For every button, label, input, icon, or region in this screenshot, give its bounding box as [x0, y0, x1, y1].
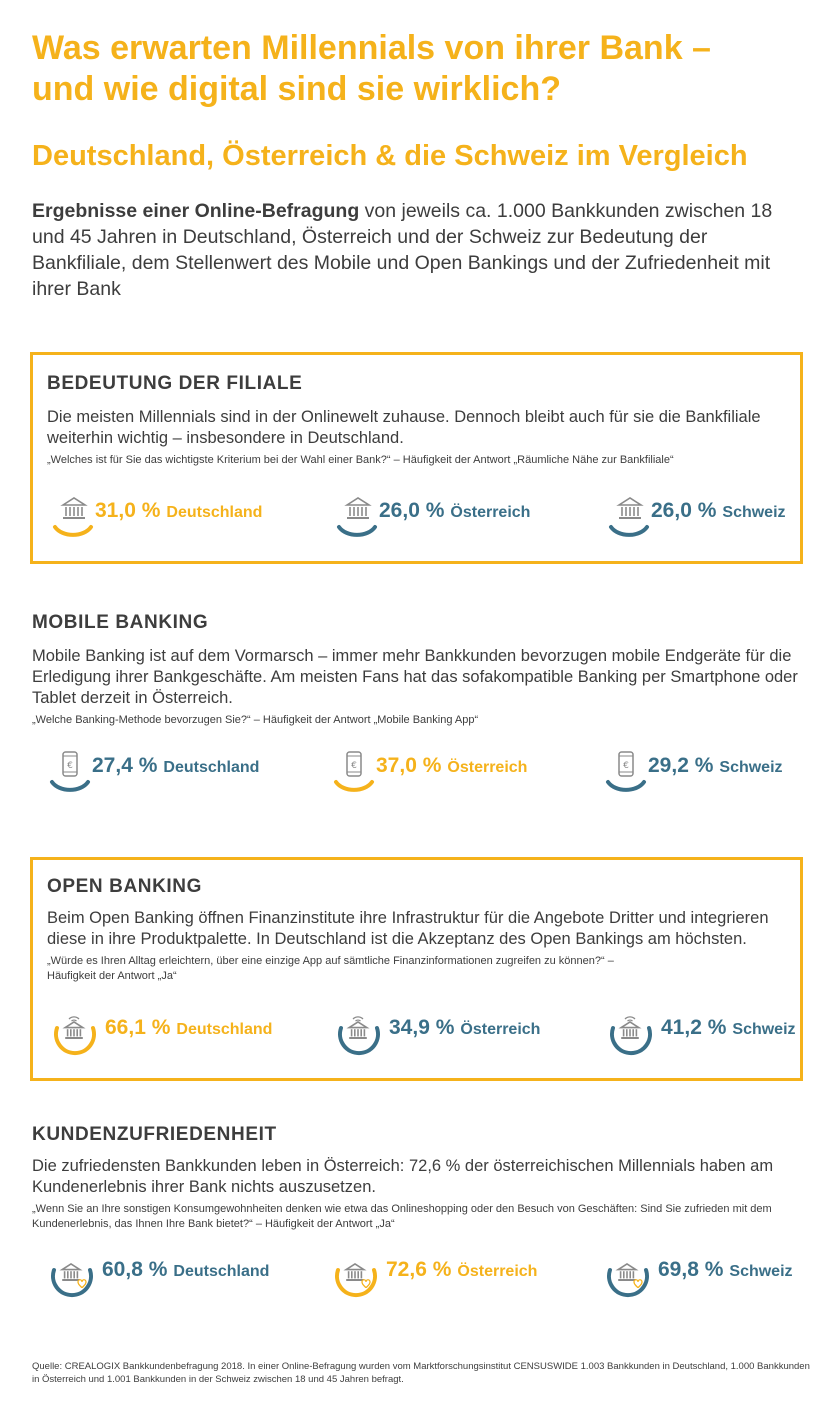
- section-description: Mobile Banking ist auf dem Vormarsch – immer mehr Bankkunden bevorzugen mobile Endgeräte für die Erledigung ihrer Bankgeschäfte. Am meisten Fans hat das sofakompatible Banking per Smartphone oder Tablet derzeit in Österreich.: [32, 647, 798, 707]
- percent-value: 29,2 %: [648, 754, 714, 777]
- stat-schweiz: [600, 1252, 833, 1308]
- phone-glyph: [619, 752, 633, 776]
- ring-arc: [56, 1028, 94, 1053]
- section-title: OPEN BANKING: [47, 876, 202, 897]
- stat-value-label: [386, 1258, 537, 1282]
- section-title: KUNDENZUFRIEDENHEIT: [32, 1124, 277, 1145]
- stat-value-label: [92, 754, 259, 778]
- phone-glyph: [63, 752, 77, 776]
- percent-value: 26,0 %: [379, 499, 445, 522]
- bank-glyph: [63, 498, 85, 518]
- bank-glyph: [619, 498, 641, 518]
- stat-deutschland: [47, 1010, 287, 1066]
- ring-arc: [612, 1028, 650, 1053]
- stat-oesterreich: [328, 1252, 568, 1308]
- stat-value-label: [102, 1258, 269, 1282]
- country-label: Österreich: [447, 759, 528, 776]
- stat-schweiz: [600, 748, 833, 804]
- section-description: Die zufriedensten Bankkunden leben in Österreich: 72,6 % der österreichischen Millennials haben am Kundenerlebnis ihrer Bank nichts auszusetzen.: [32, 1157, 774, 1196]
- percent-value: 69,8 %: [658, 1258, 724, 1281]
- section-title: MOBILE BANKING: [32, 612, 209, 633]
- ring-arc: [339, 527, 375, 535]
- section-question: „Welches ist für Sie das wichtigste Kriterium bei der Wahl einer Bank?“ – Häufigkeit der Antwort „Räumliche Nähe zur Bankfiliale“: [47, 454, 674, 466]
- stat-value-label: [658, 1258, 793, 1282]
- section-description: Die meisten Millennials sind in der Onlinewelt zuhause. Dennoch bleibt auch für sie die Bankfiliale weiterhin wichtig – insbesondere in Deutschland.: [47, 408, 761, 447]
- percent-value: 34,9 %: [389, 1016, 455, 1039]
- stat-schweiz: [603, 493, 833, 549]
- stat-deutschland: [44, 748, 284, 804]
- intro-rest: von jeweils ca. 1.000 Bankkunden zwischen 18 und 45 Jahren in Deutschland, Österreich und der Schweiz zur Bedeutung der Bankfiliale, dem Stellenwert des Mobile und Open Bankings und der Zufriedenheit mit ihrer Bank: [32, 200, 773, 300]
- heart-glyph: [78, 1280, 86, 1288]
- country-label: Österreich: [460, 1021, 541, 1038]
- stat-value-label: [648, 754, 783, 778]
- percent-value: 27,4 %: [92, 754, 158, 777]
- percent-value: 60,8 %: [102, 1258, 168, 1281]
- stat-oesterreich: [331, 1010, 571, 1066]
- section-open-banking: [30, 857, 803, 1081]
- page-title: [32, 28, 804, 110]
- title-line-2: und wie digital sind sie wirklich?: [32, 70, 561, 108]
- heart-glyph: [634, 1280, 642, 1288]
- question-line-1: „Würde es Ihren Alltag erleichtern, über eine einzige App auf sämtliche Finanzinformationen zugreifen zu können?“ –: [47, 955, 614, 967]
- stat-value-label: [379, 499, 530, 523]
- ring-arc: [336, 782, 372, 790]
- stat-deutschland: [47, 493, 287, 549]
- ring-arc: [340, 1028, 378, 1053]
- section-title: BEDEUTUNG DER FILIALE: [47, 373, 303, 394]
- bank-heart-icon: [44, 1252, 100, 1308]
- intro-text: [32, 198, 802, 302]
- phone-glyph: [347, 752, 361, 776]
- bank-glyph: [62, 1264, 80, 1280]
- bank-glyph: [618, 1264, 636, 1280]
- country-label: Schweiz: [719, 759, 783, 776]
- bank-wifi-icon: [331, 1010, 387, 1066]
- section-filiale: [30, 352, 803, 564]
- country-label: Schweiz: [732, 1021, 796, 1038]
- bank-glyph: [65, 1022, 83, 1038]
- country-label: Deutschland: [173, 1263, 270, 1280]
- stat-schweiz: [603, 1010, 833, 1066]
- svg-text:€: €: [351, 761, 357, 771]
- bank-wifi-icon: [47, 1010, 103, 1066]
- bank-glyph: [347, 498, 369, 518]
- ring-arc: [52, 782, 88, 790]
- percent-value: 41,2 %: [661, 1016, 727, 1039]
- stat-value-label: [651, 499, 786, 523]
- question-line-2: Häufigkeit der Antwort „Ja“: [47, 970, 177, 982]
- percent-value: 66,1 %: [105, 1016, 171, 1039]
- percent-value: 72,6 %: [386, 1258, 452, 1281]
- section-description: Beim Open Banking öffnen Finanzinstitute ihre Infrastruktur für die Angebote Dritter und integrieren diese in ihre Produktpalette. In Deutschland ist die Akzeptanz des Open Bankings am höchsten.: [47, 909, 769, 948]
- bank-glyph: [349, 1022, 367, 1038]
- percent-value: 26,0 %: [651, 499, 717, 522]
- page-subtitle: Deutschland, Österreich & die Schweiz im Vergleich: [32, 140, 748, 172]
- wifi-glyph: [353, 1017, 363, 1021]
- stat-value-label: [389, 1016, 540, 1040]
- country-label: Schweiz: [729, 1263, 793, 1280]
- country-label: Schweiz: [722, 504, 786, 521]
- bank-glyph: [621, 1022, 639, 1038]
- svg-text:€: €: [67, 761, 73, 771]
- stat-deutschland: [44, 1252, 284, 1308]
- country-label: Deutschland: [163, 759, 260, 776]
- stat-value-label: [661, 1016, 796, 1040]
- country-label: Österreich: [450, 504, 531, 521]
- percent-value: 37,0 %: [376, 754, 442, 777]
- heart-glyph: [362, 1280, 370, 1288]
- wifi-glyph: [625, 1017, 635, 1021]
- bank-wifi-icon: [603, 1010, 659, 1066]
- ring-arc: [608, 782, 644, 790]
- intro-bold: Ergebnisse einer Online-Befragung: [32, 200, 360, 222]
- stat-oesterreich: [328, 748, 568, 804]
- svg-text:€: €: [623, 761, 629, 771]
- section-mobile-banking: [30, 598, 803, 808]
- stat-value-label: [376, 754, 527, 778]
- country-label: Österreich: [457, 1263, 538, 1280]
- country-label: Deutschland: [166, 504, 263, 521]
- stat-oesterreich: [331, 493, 571, 549]
- bank-heart-icon: [600, 1252, 656, 1308]
- section-question: „Welche Banking-Methode bevorzugen Sie?“ – Häufigkeit der Antwort „Mobile Banking App“: [32, 714, 479, 726]
- wifi-glyph: [69, 1017, 79, 1021]
- section-kundenzufriedenheit: [30, 1110, 803, 1310]
- country-label: Deutschland: [176, 1021, 273, 1038]
- ring-arc: [55, 527, 91, 535]
- section-question: [47, 954, 807, 984]
- section-question: „Wenn Sie an Ihre sonstigen Konsumgewohnheiten denken wie etwa das Onlineshopping oder den Besuch von Geschäften: Sind Sie zufrieden mit dem Kundenerlebnis, das Ihnen Ihre Bank bietet?“ – Häufigkeit der Antwort „Ja“: [32, 1203, 772, 1230]
- stat-value-label: [105, 1016, 272, 1040]
- bank-heart-icon: [328, 1252, 384, 1308]
- stat-value-label: [95, 499, 262, 523]
- percent-value: 31,0 %: [95, 499, 161, 522]
- ring-arc: [611, 527, 647, 535]
- title-line-1: Was erwarten Millennials von ihrer Bank –: [32, 29, 711, 67]
- bank-glyph: [346, 1264, 364, 1280]
- source-note: Quelle: CREALOGIX Bankkundenbefragung 2018. In einer Online-Befragung wurden vom Marktforschungsinstitut CENSUSWIDE 1.003 Bankkunden in Deutschland, 1.000 Bankkunden in Österreich und 1.001 Bankkunden in der Schweiz zwischen 18 und 45 Jahren befragt.: [32, 1361, 810, 1385]
